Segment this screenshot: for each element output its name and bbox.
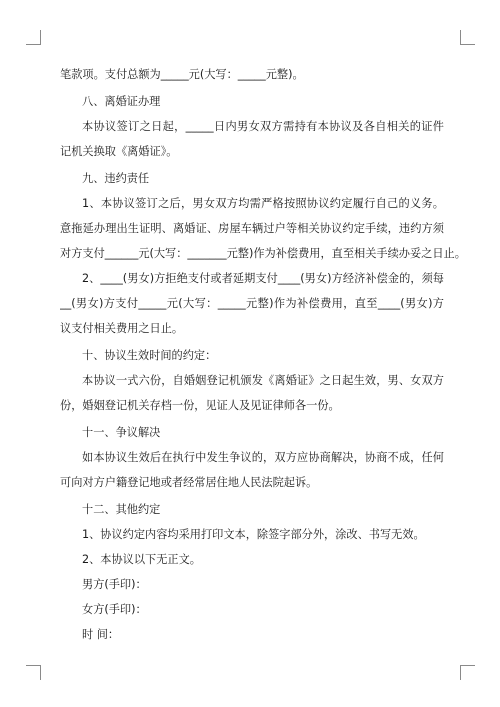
section-heading-divorce-certificate: 八、离婚证办理 [82,95,161,108]
paragraph-line: 本协议签订之日起，_____日内男女双方需持有本协议及各自相关的证件 [82,120,444,133]
paragraph-line: 记机关换取《离婚证》。 [60,145,178,158]
paragraph-line: 1、协议约定内容均采用打印文本，除签字部分外，涂改、书写无效。 [82,528,425,541]
section-heading-other-provisions: 十二、其他约定 [82,503,161,516]
date-field: 时 间： [82,628,120,641]
paragraph-line: 本协议一式六份，自婚姻登记机颁发《离婚证》之日起生效，男、女双方 [82,374,444,387]
paragraph-line: __(男女)方支付_____元(大写：_____元整)作为补偿费用，直至____(男女)方 [60,297,444,310]
document-body [60,62,466,647]
paragraph-line: 2、本协议以下无正文。 [82,553,201,566]
paragraph-line: 2、____(男女)方拒绝支付或者延期支付____(男女)方经济补偿金的，须每 [82,272,444,285]
section-heading-dispute-resolution: 十一、争议解决 [82,426,161,439]
signature-field-husband: 男方(手印)： [82,578,147,591]
paragraph-line: 1、本协议签订之后，男女双方均需严格按照协议约定履行自己的义务。 [82,197,444,210]
crop-mark-top-right [460,30,475,45]
crop-mark-bottom-right [460,665,475,680]
section-heading-breach-liability: 九、违约责任 [82,172,150,185]
crop-mark-bottom-left [26,665,41,680]
paragraph-line: 如本协议生效后在执行中发生争议的，双方应协商解决，协商不成，任何 [82,451,444,464]
paragraph-line: 份，婚姻登记机关存档一份，见证人及见证律师各一份。 [60,399,340,412]
paragraph-line: 对方支付______元(大写：_______元整)作为补偿费用，直至相关手续办妥之日止。 [60,247,466,260]
paragraph-line: 可向对方户籍登记地或者经常居住地人民法院起诉。 [60,476,318,489]
signature-field-wife: 女方(手印)： [82,603,147,616]
paragraph-line: 议支付相关费用之日止。 [60,322,184,335]
crop-mark-top-left [26,30,41,45]
section-heading-effective-date: 十、协议生效时间的约定： [82,349,217,362]
paragraph-line: 意拖延办理出生证明、离婚证、房屋车辆过户等相关协议约定手续，违约方须 [60,222,444,235]
payment-total-line: 笔款项。支付总额为_____元(大写：_____元整)。 [60,68,304,81]
